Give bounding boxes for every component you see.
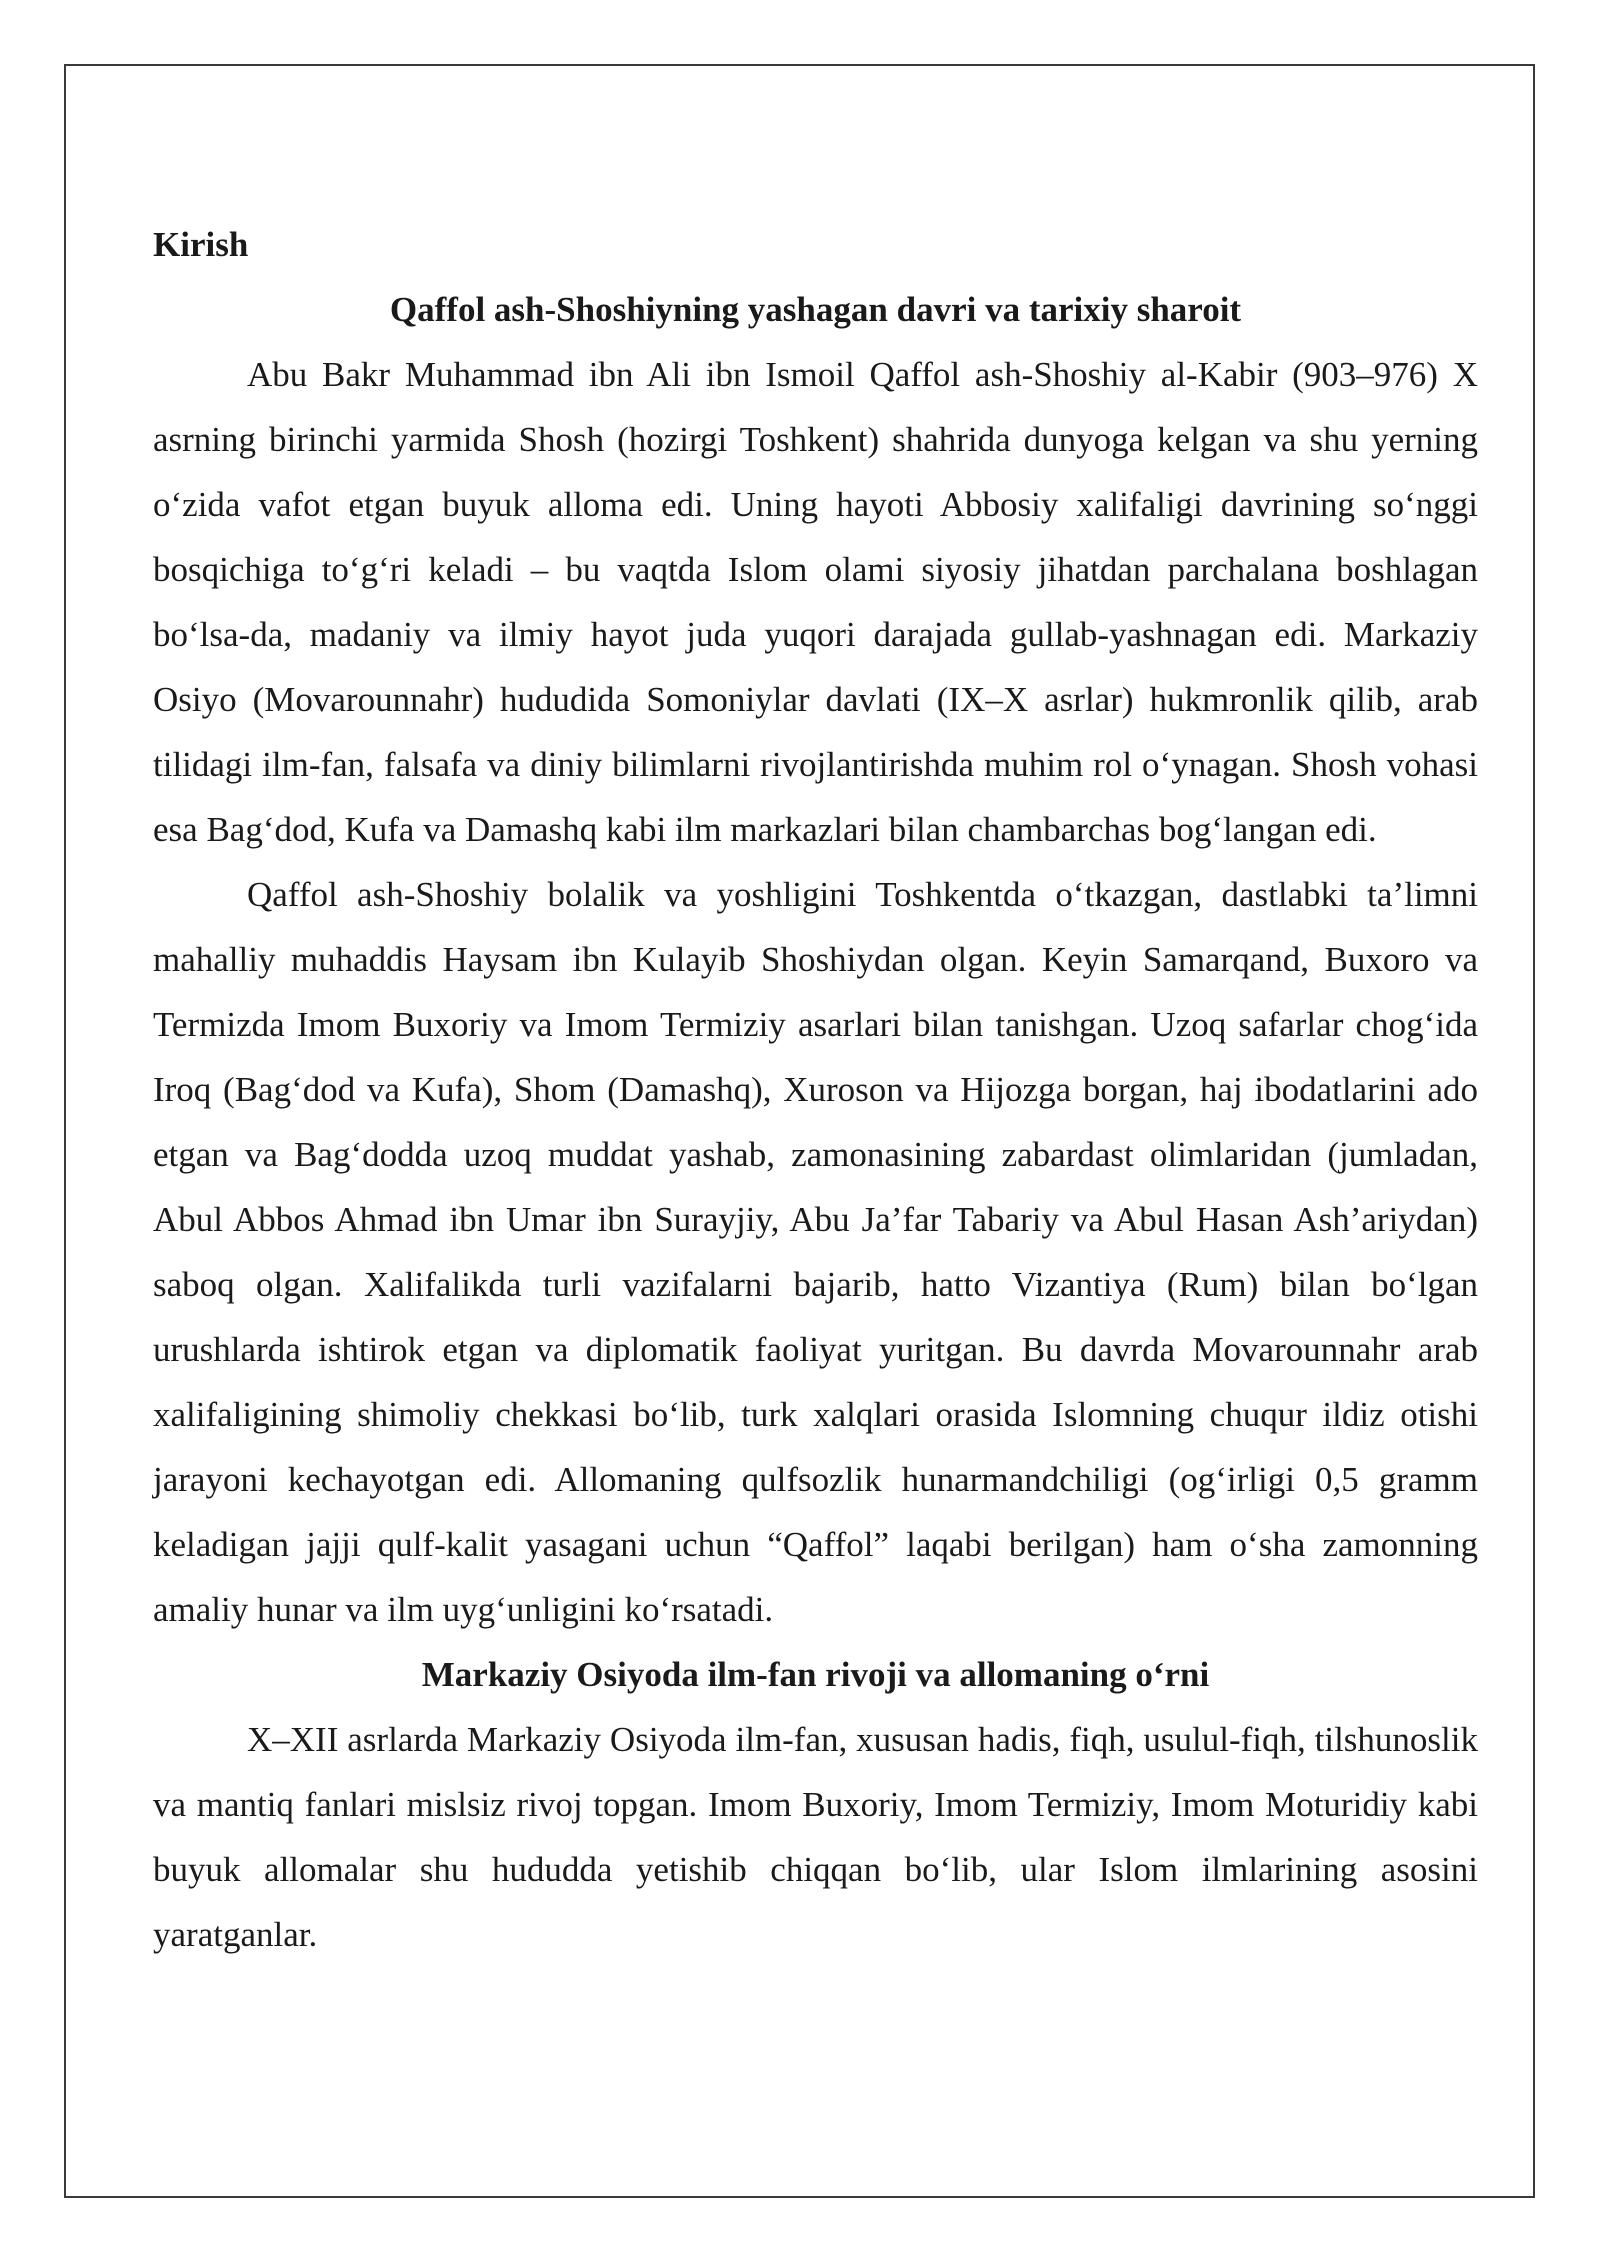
- intro-heading: Kirish: [153, 225, 249, 264]
- section-title: Qaffol ash-Shoshiyning yashagan davri va tarixiy sharoit: [389, 290, 1242, 329]
- paragraph: X–XII asrlarda Markaziy Osiyoda ilm-fan, xususan hadis, fiqh, usulul-fiqh, tilshunoslik va mantiq fanlari mislsiz rivoj topgan. Imom Buxoriy, Imom Termiziy, Imom Moturidiy kabi buyuk allomalar shu hududda yetishib chiqqan boʻlib, ular Islom ilmlarining asosini yaratganlar.: [153, 1720, 1478, 1954]
- document-body: [153, 212, 1478, 1967]
- paragraph: Qaffol ash-Shoshiy bolalik va yoshligini Toshkentda oʻtkazgan, dastlabki ta’limni mahalliy muhaddis Haysam ibn Kulayib Shoshiydan olgan. Keyin Samarqand, Buxoro va Termizda Imom Buxoriy va Imom Termiziy asarlari bilan tanishgan. Uzoq safarlar chogʻida Iroq (Bagʻdod va Kufa), Shom (Damashq), Xuroson va Hijozga borgan, haj ibodatlarini ado etgan va Bagʻdodda uzoq muddat yashab, zamonasining zabardast olimlaridan (jumladan, Abul Abbos Ahmad ibn Umar ibn Surayjiy, Abu Ja’far Tabariy va Abul Hasan Ash’ariydan) saboq olgan. Xalifalikda turli vazifalarni bajarib, hatto Vizantiya (Rum) bilan boʻlgan urushlarda ishtirok etgan va diplomatik faoliyat yuritgan. Bu davrda Movarounnahr arab xalifaligining shimoliy chekkasi boʻlib, turk xalqlari orasida Islomning chuqur ildiz otishi jarayoni kechayotgan edi. Allomaning qulfsozlik hunarmandchiligi (ogʻirligi 0,5 gramm keladigan jajji qulf-kalit yasagani uchun “Qaffol” laqabi berilgan) ham oʻsha zamonning amaliy hunar va ilm uygʻunligini koʻrsatadi.: [153, 875, 1478, 1629]
- paragraph: Abu Bakr Muhammad ibn Ali ibn Ismoil Qaffol ash-Shoshiy al-Kabir (903–976) X asrning birinchi yarmida Shosh (hozirgi Toshkent) shahrida dunyoga kelgan va shu yerning oʻzida vafot etgan buyuk alloma edi. Uning hayoti Abbosiy xalifaligi davrining soʻnggi bosqichiga toʻgʻri keladi – bu vaqtda Islom olami siyosiy jihatdan parchalana boshlagan boʻlsa-da, madaniy va ilmiy hayot juda yuqori darajada gullab-yashnagan edi. Markaziy Osiyo (Movarounnahr) hududida Somoniylar davlati (IX–X asrlar) hukmronlik qilib, arab tilidagi ilm-fan, falsafa va diniy bilimlarni rivojlantirishda muhim rol oʻynagan. Shosh vohasi esa Bagʻdod, Kufa va Damashq kabi ilm markazlari bilan chambarchas bogʻlangan edi.: [153, 355, 1478, 849]
- section-title: Markaziy Osiyoda ilm-fan rivoji va allomaning oʻrni: [421, 1655, 1210, 1694]
